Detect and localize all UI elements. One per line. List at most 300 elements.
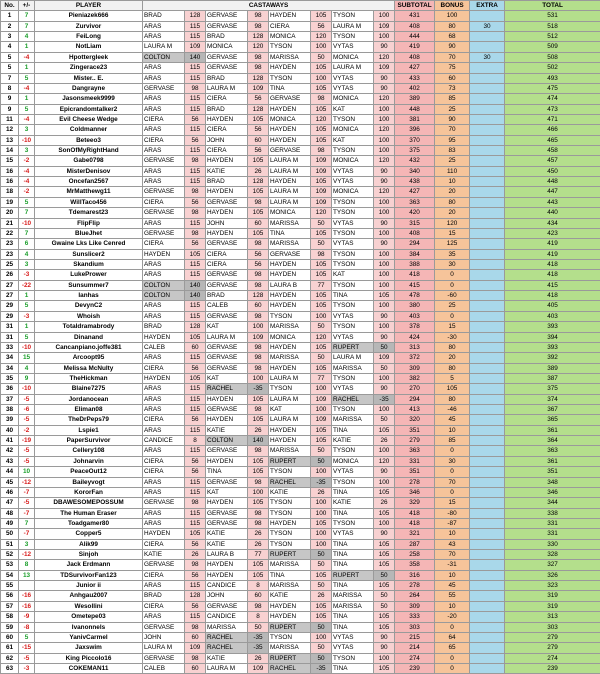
castaway-name-cell: CANDICE [206, 612, 248, 622]
castaway-score-cell: 105 [311, 259, 332, 269]
castaway-name-cell: HAYDEN [206, 187, 248, 197]
rank-cell: 44 [1, 467, 19, 477]
player-name-cell: Totaldramabrody [35, 322, 143, 332]
castaway-score-cell: 105 [311, 104, 332, 114]
castaway-name-cell: MARISSA [269, 52, 311, 62]
castaway-name-cell: MONICA [206, 42, 248, 52]
player-name-cell: Eliman08 [35, 405, 143, 415]
castaway-name-cell: TYSON [269, 508, 311, 518]
rank-cell: 56 [1, 591, 19, 601]
table-row [1, 249, 600, 259]
castaway-score-cell: 26 [311, 487, 332, 497]
castaway-score-cell: 50 [311, 643, 332, 653]
rank-cell: 31 [1, 332, 19, 342]
castaway-score-cell: 60 [185, 664, 206, 674]
castaway-name-cell: RUPERT [332, 342, 374, 352]
castaway-score-cell: 98 [248, 601, 269, 611]
castaway-name-cell: BRAD [206, 177, 248, 187]
subtotal-cell: 331 [395, 456, 435, 466]
castaway-score-cell: 56 [185, 456, 206, 466]
castaway-score-cell: 100 [374, 104, 395, 114]
table-row [1, 632, 600, 642]
subtotal-cell: 351 [395, 467, 435, 477]
castaway-name-cell: RUPERT [269, 456, 311, 466]
castaway-name-cell: LAURA M [206, 332, 248, 342]
bonus-cell: 110 [435, 166, 470, 176]
castaway-name-cell: HAYDEN [269, 63, 311, 73]
castaway-score-cell: 98 [248, 353, 269, 363]
subtotal-cell: 418 [395, 508, 435, 518]
table-row [1, 560, 600, 570]
castaway-name-cell: HAYDEN [206, 114, 248, 124]
bonus-cell: 80 [435, 394, 470, 404]
castaway-score-cell: 98 [248, 239, 269, 249]
castaway-name-cell: KAT [332, 104, 374, 114]
total-cell: 512 [505, 32, 600, 42]
rank-cell: 19 [1, 197, 19, 207]
change-cell: 5 [19, 301, 35, 311]
castaway-score-cell: 50 [311, 353, 332, 363]
total-cell: 330 [505, 539, 600, 549]
castaway-score-cell: 100 [374, 114, 395, 124]
castaway-score-cell: 100 [311, 467, 332, 477]
extra-cell [470, 104, 505, 114]
total-cell: 364 [505, 436, 600, 446]
castaway-score-cell: 140 [185, 280, 206, 290]
castaway-score-cell: 105 [248, 228, 269, 238]
change-cell: 1 [19, 322, 35, 332]
bonus-cell: 70 [435, 477, 470, 487]
castaway-score-cell: 98 [248, 342, 269, 352]
castaway-score-cell: 109 [311, 156, 332, 166]
castaway-name-cell: LAURA M [269, 394, 311, 404]
extra-cell [470, 177, 505, 187]
castaway-score-cell: 140 [248, 436, 269, 446]
castaway-score-cell: 50 [311, 456, 332, 466]
change-cell: 1 [19, 291, 35, 301]
player-name-cell: Junior ii [35, 581, 143, 591]
total-cell: 387 [505, 373, 600, 383]
bonus-cell: 15 [435, 322, 470, 332]
castaway-name-cell: MARISSA [269, 218, 311, 228]
bonus-cell: 0 [435, 270, 470, 280]
castaway-score-cell: 115 [185, 487, 206, 497]
subtotal-cell: 258 [395, 550, 435, 560]
table-row [1, 477, 600, 487]
change-cell: 3 [19, 259, 35, 269]
castaway-score-cell: 105 [374, 425, 395, 435]
subtotal-cell: 279 [395, 436, 435, 446]
castaway-name-cell: GERVASE [206, 21, 248, 31]
table-row [1, 52, 600, 62]
bonus-cell: 45 [435, 415, 470, 425]
extra-cell [470, 539, 505, 549]
total-cell: 458 [505, 146, 600, 156]
castaway-name-cell: CANDICE [206, 581, 248, 591]
castaway-name-cell: GERVASE [206, 601, 248, 611]
change-cell: 5 [19, 332, 35, 342]
castaway-name-cell: RACHEL [206, 384, 248, 394]
bonus-cell: -46 [435, 405, 470, 415]
subtotal-cell: 329 [395, 498, 435, 508]
castaway-name-cell: TINA [332, 612, 374, 622]
change-cell: -5 [19, 394, 35, 404]
castaway-score-cell: 105 [311, 301, 332, 311]
castaway-score-cell: 98 [185, 498, 206, 508]
bonus-cell: -30 [435, 332, 470, 342]
header-change: +/- [19, 1, 35, 11]
castaway-score-cell: 120 [374, 456, 395, 466]
castaway-name-cell: LAURA M [332, 353, 374, 363]
subtotal-cell: 370 [395, 135, 435, 145]
castaway-name-cell: GERVASE [206, 405, 248, 415]
rank-cell: 54 [1, 570, 19, 580]
change-cell: 1 [19, 63, 35, 73]
extra-cell [470, 622, 505, 632]
castaway-name-cell: KATIE [206, 425, 248, 435]
extra-cell [470, 259, 505, 269]
player-name-cell: TheDrPeps79 [35, 415, 143, 425]
castaway-name-cell: TYSON [332, 259, 374, 269]
extra-cell [470, 146, 505, 156]
castaway-score-cell: 26 [248, 166, 269, 176]
castaway-name-cell: MARISSA [332, 363, 374, 373]
bonus-cell: 85 [435, 94, 470, 104]
castaway-score-cell: 56 [185, 467, 206, 477]
bonus-cell: 80 [435, 342, 470, 352]
player-name-cell: PeaceOut12 [35, 467, 143, 477]
castaway-score-cell: 105 [311, 436, 332, 446]
table-row [1, 11, 600, 21]
castaway-name-cell: TYSON [269, 311, 311, 321]
subtotal-cell: 380 [395, 301, 435, 311]
table-row [1, 146, 600, 156]
total-cell: 393 [505, 342, 600, 352]
castaway-score-cell: 105 [311, 125, 332, 135]
extra-cell [470, 322, 505, 332]
extra-cell [470, 114, 505, 124]
castaway-name-cell: VYTAS [332, 332, 374, 342]
player-name-cell: Jaxswim [35, 643, 143, 653]
player-name-cell: Ometepe03 [35, 612, 143, 622]
rank-cell: 34 [1, 353, 19, 363]
total-cell: 471 [505, 114, 600, 124]
subtotal-cell: 382 [395, 373, 435, 383]
castaway-name-cell: MARISSA [332, 415, 374, 425]
castaway-score-cell: 105 [374, 508, 395, 518]
subtotal-cell: 287 [395, 539, 435, 549]
total-cell: 403 [505, 311, 600, 321]
castaway-score-cell: 109 [311, 394, 332, 404]
total-cell: 418 [505, 259, 600, 269]
change-cell: -5 [19, 446, 35, 456]
castaway-score-cell: 98 [248, 405, 269, 415]
rank-cell: 48 [1, 508, 19, 518]
change-cell: 15 [19, 353, 35, 363]
change-cell: -5 [19, 415, 35, 425]
rank-cell: 40 [1, 425, 19, 435]
castaway-score-cell: 98 [248, 363, 269, 373]
rank-cell: 47 [1, 498, 19, 508]
bonus-cell: 5 [435, 373, 470, 383]
castaway-score-cell: 105 [248, 456, 269, 466]
castaway-score-cell: 8 [248, 581, 269, 591]
castaway-name-cell: RUPERT [332, 570, 374, 580]
castaway-name-cell: TYSON [332, 653, 374, 663]
table-row [1, 456, 600, 466]
castaway-score-cell: 90 [374, 218, 395, 228]
castaway-name-cell: CIERA [143, 135, 185, 145]
castaway-name-cell: GERVASE [269, 94, 311, 104]
extra-cell [470, 601, 505, 611]
total-cell: 394 [505, 332, 600, 342]
castaway-score-cell: 115 [185, 125, 206, 135]
total-cell: 415 [505, 280, 600, 290]
castaway-name-cell: MARISSA [332, 591, 374, 601]
total-cell: 509 [505, 42, 600, 52]
total-cell: 279 [505, 632, 600, 642]
player-name-cell: PaperSurvivor [35, 436, 143, 446]
subtotal-cell: 389 [395, 94, 435, 104]
subtotal-cell: 403 [395, 311, 435, 321]
change-cell: -12 [19, 550, 35, 560]
castaway-name-cell: MARISSA [332, 601, 374, 611]
extra-cell [470, 591, 505, 601]
castaway-name-cell: MONICA [269, 114, 311, 124]
castaway-name-cell: TYSON [269, 42, 311, 52]
subtotal-cell: 424 [395, 332, 435, 342]
castaway-name-cell: VYTAS [332, 529, 374, 539]
extra-cell [470, 487, 505, 497]
rank-cell: 27 [1, 280, 19, 290]
castaway-name-cell: TYSON [332, 32, 374, 42]
extra-cell [470, 518, 505, 528]
player-name-cell: YanivCarmel [35, 632, 143, 642]
extra-cell [470, 135, 505, 145]
castaway-name-cell: HAYDEN [143, 249, 185, 259]
castaway-name-cell: TYSON [332, 11, 374, 21]
castaway-name-cell: TYSON [332, 146, 374, 156]
total-cell: 313 [505, 612, 600, 622]
castaway-score-cell: 60 [248, 218, 269, 228]
change-cell: -15 [19, 643, 35, 653]
castaway-score-cell: 50 [374, 591, 395, 601]
rank-cell: 16 [1, 177, 19, 187]
castaway-name-cell: BRAD [206, 104, 248, 114]
change-cell [19, 581, 35, 591]
castaway-name-cell: HAYDEN [269, 291, 311, 301]
castaway-name-cell: HAYDEN [143, 373, 185, 383]
castaway-name-cell: ARAS [143, 353, 185, 363]
castaway-score-cell: 115 [185, 73, 206, 83]
castaway-name-cell: HAYDEN [269, 301, 311, 311]
castaway-score-cell: 100 [311, 498, 332, 508]
castaway-score-cell: 90 [374, 332, 395, 342]
table-row [1, 197, 600, 207]
subtotal-cell: 214 [395, 643, 435, 653]
castaway-name-cell: TYSON [269, 498, 311, 508]
total-cell: 493 [505, 73, 600, 83]
castaway-score-cell: 100 [374, 249, 395, 259]
bonus-cell: 0 [435, 446, 470, 456]
castaway-score-cell: 140 [185, 52, 206, 62]
castaway-score-cell: 120 [248, 42, 269, 52]
total-cell: 361 [505, 425, 600, 435]
castaway-score-cell: -35 [248, 643, 269, 653]
castaway-score-cell: 105 [311, 135, 332, 145]
castaway-name-cell: HAYDEN [269, 342, 311, 352]
change-cell: -7 [19, 529, 35, 539]
castaway-score-cell: 115 [185, 177, 206, 187]
header-subtotal: SUBTOTAL [395, 1, 435, 11]
castaway-score-cell: 128 [248, 104, 269, 114]
castaway-name-cell: CIERA [143, 197, 185, 207]
castaway-name-cell: COLTON [143, 291, 185, 301]
castaway-score-cell: 109 [311, 197, 332, 207]
castaway-name-cell: VYTAS [332, 177, 374, 187]
castaway-score-cell: 115 [185, 612, 206, 622]
castaway-score-cell: 115 [185, 270, 206, 280]
castaway-name-cell: TYSON [332, 446, 374, 456]
castaway-name-cell: ARAS [143, 166, 185, 176]
castaway-name-cell: TINA [332, 539, 374, 549]
castaway-name-cell: CALEB [143, 664, 185, 674]
rank-cell: 49 [1, 518, 19, 528]
subtotal-cell: 303 [395, 622, 435, 632]
castaway-name-cell: CIERA [143, 601, 185, 611]
player-name-cell: MrMatthewg11 [35, 187, 143, 197]
castaway-score-cell: 26 [374, 498, 395, 508]
extra-cell [470, 94, 505, 104]
subtotal-cell: 321 [395, 529, 435, 539]
table-row [1, 83, 600, 93]
player-name-cell: SonOfMyRightHand [35, 146, 143, 156]
change-cell: -4 [19, 166, 35, 176]
player-name-cell: Gwaine Lks Like Cenred [35, 239, 143, 249]
castaway-name-cell: MONICA [332, 456, 374, 466]
castaway-name-cell: ARAS [143, 487, 185, 497]
bonus-cell: 10 [435, 529, 470, 539]
rank-cell: 22 [1, 228, 19, 238]
castaway-name-cell: GERVASE [206, 270, 248, 280]
castaway-score-cell: 98 [248, 508, 269, 518]
castaway-name-cell: GERVASE [206, 363, 248, 373]
bonus-cell: 0 [435, 653, 470, 663]
table-row [1, 601, 600, 611]
bonus-cell: 125 [435, 239, 470, 249]
table-row [1, 581, 600, 591]
rank-cell: 1 [1, 11, 19, 21]
castaway-name-cell: MARISSA [269, 446, 311, 456]
bonus-cell: 30 [435, 456, 470, 466]
subtotal-cell: 438 [395, 177, 435, 187]
castaway-score-cell: 98 [248, 477, 269, 487]
castaway-name-cell: TINA [332, 291, 374, 301]
extra-cell [470, 477, 505, 487]
castaway-score-cell: 105 [248, 570, 269, 580]
castaway-score-cell: 90 [374, 632, 395, 642]
castaway-name-cell: CIERA [143, 467, 185, 477]
bonus-cell: 75 [435, 63, 470, 73]
bonus-cell: 35 [435, 249, 470, 259]
subtotal-cell: 378 [395, 322, 435, 332]
castaway-name-cell: HAYDEN [206, 570, 248, 580]
castaway-score-cell: 100 [311, 42, 332, 52]
castaway-score-cell: 105 [311, 63, 332, 73]
subtotal-cell: 294 [395, 239, 435, 249]
bonus-cell: -60 [435, 291, 470, 301]
bonus-cell: 25 [435, 301, 470, 311]
castaway-name-cell: BRAD [143, 11, 185, 21]
castaway-score-cell: 115 [185, 353, 206, 363]
castaway-name-cell: HAYDEN [269, 425, 311, 435]
castaway-name-cell: TINA [332, 550, 374, 560]
total-cell: 475 [505, 83, 600, 93]
table-row [1, 612, 600, 622]
castaway-score-cell: 115 [185, 477, 206, 487]
castaway-score-cell: 109 [248, 83, 269, 93]
table-row [1, 291, 600, 301]
castaway-name-cell: GERVASE [206, 197, 248, 207]
table-row [1, 42, 600, 52]
extra-cell [470, 342, 505, 352]
rank-cell: 50 [1, 529, 19, 539]
table-row [1, 394, 600, 404]
castaway-name-cell: KATIE [206, 166, 248, 176]
extra-cell [470, 581, 505, 591]
castaway-name-cell: CIERA [206, 146, 248, 156]
rank-cell: 58 [1, 612, 19, 622]
change-cell: 5 [19, 197, 35, 207]
castaway-name-cell: ARAS [143, 259, 185, 269]
rank-cell: 59 [1, 622, 19, 632]
bonus-cell: 70 [435, 550, 470, 560]
castaway-score-cell: 60 [185, 342, 206, 352]
change-cell: 8 [19, 560, 35, 570]
change-cell: 9 [19, 373, 35, 383]
player-name-cell: Mister.. E. [35, 73, 143, 83]
subtotal-cell: 315 [395, 218, 435, 228]
subtotal-cell: 408 [395, 52, 435, 62]
bonus-cell: 68 [435, 32, 470, 42]
total-cell: 319 [505, 591, 600, 601]
table-row [1, 21, 600, 31]
castaway-score-cell: 100 [311, 73, 332, 83]
castaway-name-cell: LAURA M [206, 664, 248, 674]
table-row [1, 405, 600, 415]
castaway-name-cell: TINA [269, 570, 311, 580]
table-row [1, 591, 600, 601]
table-row [1, 487, 600, 497]
castaway-score-cell: 56 [248, 125, 269, 135]
change-cell: -10 [19, 135, 35, 145]
change-cell: 1 [19, 42, 35, 52]
castaway-name-cell: KATIE [332, 498, 374, 508]
castaway-name-cell: TYSON [332, 280, 374, 290]
bonus-cell: 10 [435, 570, 470, 580]
castaway-score-cell: 56 [248, 94, 269, 104]
extra-cell [470, 373, 505, 383]
castaway-score-cell: 50 [311, 239, 332, 249]
extra-cell [470, 632, 505, 642]
castaway-name-cell: RUPERT [269, 653, 311, 663]
castaway-score-cell: 90 [374, 311, 395, 321]
rank-cell: 5 [1, 52, 19, 62]
castaway-score-cell: 56 [185, 415, 206, 425]
castaway-name-cell: RUPERT [269, 550, 311, 560]
table-row [1, 332, 600, 342]
subtotal-cell: 433 [395, 73, 435, 83]
